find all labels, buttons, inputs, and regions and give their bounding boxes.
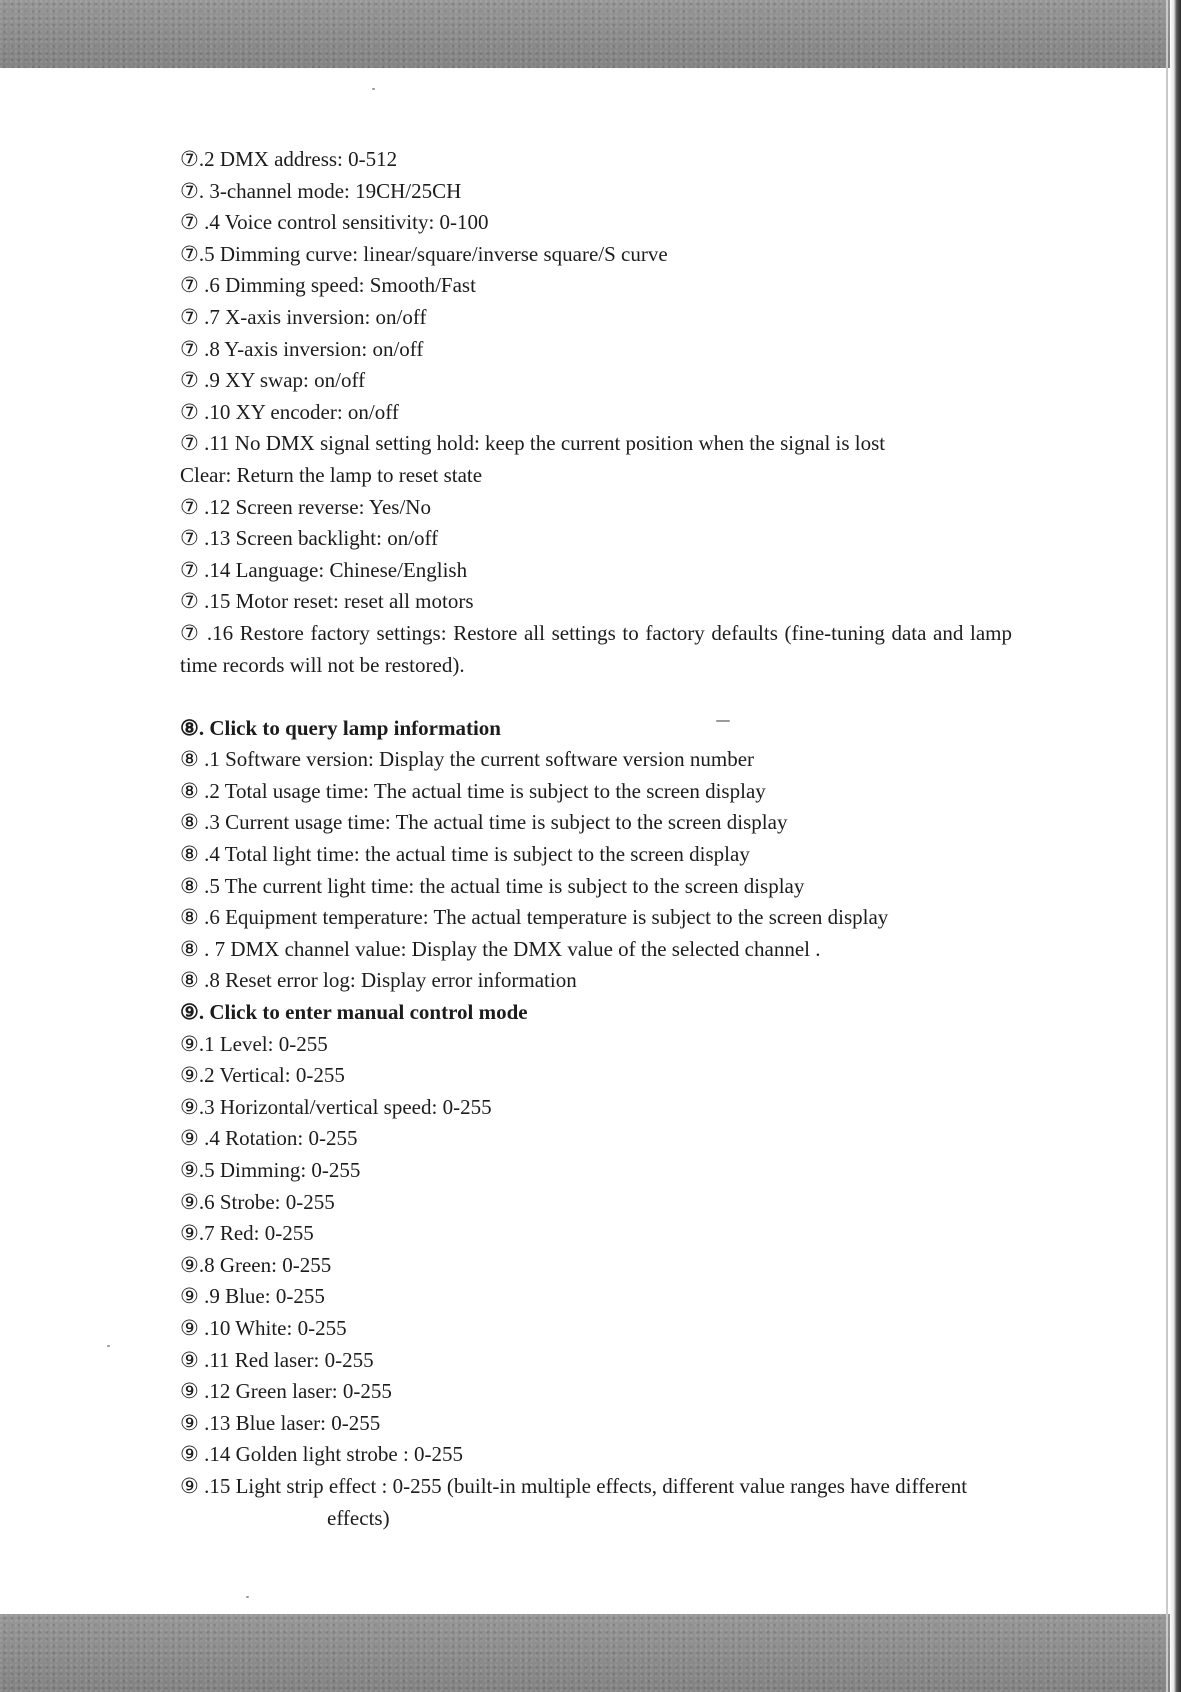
control-pan-tilt-speed: ⑨.3 Horizontal/vertical speed: 0-255 bbox=[180, 1094, 492, 1119]
control-golden-strobe: ⑨ .14 Golden light strobe : 0-255 bbox=[180, 1442, 464, 1467]
setting-dimming-curve: ⑦.5 Dimming curve: linear/square/inverse square/S curve bbox=[180, 241, 668, 266]
info-current-light-time: ⑧ .5 The current light time: the actual time is subject to the screen display bbox=[180, 873, 805, 898]
section-spacer bbox=[180, 681, 1012, 713]
scan-speck bbox=[107, 1345, 110, 1347]
setting-screen-backlight: ⑦ .13 Screen backlight: on/off bbox=[180, 526, 439, 551]
setting-dimming-speed: ⑦ .6 Dimming speed: Smooth/Fast bbox=[180, 273, 476, 298]
scan-speck bbox=[372, 88, 375, 90]
section-9-manual-control bbox=[180, 997, 1012, 1534]
setting-screen-reverse: ⑦ .12 Screen reverse: Yes/No bbox=[180, 494, 431, 519]
scan-edge-line bbox=[1166, 0, 1168, 1692]
info-total-usage-time: ⑧ .2 Total usage time: The actual time is subject to the screen display bbox=[180, 778, 766, 803]
control-red-laser: ⑨ .11 Red laser: 0-255 bbox=[180, 1347, 374, 1372]
setting-xy-encoder: ⑦ .10 XY encoder: on/off bbox=[180, 399, 399, 424]
control-vertical: ⑨.2 Vertical: 0-255 bbox=[180, 1063, 345, 1088]
control-dimming: ⑨.5 Dimming: 0-255 bbox=[180, 1158, 361, 1182]
info-equipment-temperature: ⑧ .6 Equipment temperature: The actual temperature is subject to the screen display bbox=[180, 905, 889, 930]
info-current-usage-time: ⑧ .3 Current usage time: The actual time is subject to the screen display bbox=[180, 810, 788, 835]
scan-border-bottom bbox=[0, 1614, 1181, 1692]
scan-speck bbox=[246, 1596, 249, 1598]
setting-xy-swap: ⑦ .9 XY swap: on/off bbox=[180, 368, 366, 393]
setting-no-dmx-hold: ⑦ .11 No DMX signal setting hold: keep the current position when the signal is lost bbox=[180, 431, 886, 456]
section-8-lamp-info bbox=[180, 713, 1012, 997]
control-strobe: ⑨.6 Strobe: 0-255 bbox=[180, 1189, 335, 1214]
control-green: ⑨.8 Green: 0-255 bbox=[180, 1252, 332, 1277]
control-blue: ⑨ .9 Blue: 0-255 bbox=[180, 1284, 325, 1309]
info-total-light-time: ⑧ .4 Total light time: the actual time is subject to the screen display bbox=[180, 842, 750, 867]
setting-no-dmx-clear: Clear: Return the lamp to reset state bbox=[180, 462, 483, 487]
setting-restore-factory: ⑦ .16 Restore factory settings: Restore all settings to factory defaults (fine-tuning data and lamp time records will not be restored). bbox=[180, 620, 1012, 677]
info-software-version: ⑧ .1 Software version: Display the current software version number bbox=[180, 747, 755, 772]
setting-dmx-address: ⑦.2 DMX address: 0-512 bbox=[180, 147, 398, 171]
control-light-strip-effect-continuation: effects) bbox=[327, 1505, 390, 1530]
scan-edge-right bbox=[1170, 0, 1181, 1692]
setting-channel-mode: ⑦. 3-channel mode: 19CH/25CH bbox=[180, 178, 462, 203]
control-green-laser: ⑨ .12 Green laser: 0-255 bbox=[180, 1379, 392, 1404]
section-8-heading: ⑧. Click to query lamp information bbox=[180, 715, 501, 740]
info-reset-error-log: ⑧ .8 Reset error log: Display error information bbox=[180, 968, 577, 993]
scan-border-top bbox=[0, 0, 1181, 68]
setting-y-axis-inversion: ⑦ .8 Y-axis inversion: on/off bbox=[180, 336, 424, 361]
control-level: ⑨.1 Level: 0-255 bbox=[180, 1031, 328, 1056]
setting-x-axis-inversion: ⑦ .7 X-axis inversion: on/off bbox=[180, 304, 427, 329]
info-dmx-channel-value: ⑧ . 7 DMX channel value: Display the DMX value of the selected channel . bbox=[180, 936, 821, 961]
control-red: ⑨.7 Red: 0-255 bbox=[180, 1221, 314, 1246]
control-white: ⑨ .10 White: 0-255 bbox=[180, 1315, 347, 1340]
section-9-heading: ⑨. Click to enter manual control mode bbox=[180, 1000, 528, 1025]
manual-page-content bbox=[180, 144, 1012, 1534]
setting-voice-sensitivity: ⑦ .4 Voice control sensitivity: 0-100 bbox=[180, 210, 489, 235]
control-rotation: ⑨ .4 Rotation: 0-255 bbox=[180, 1126, 358, 1151]
control-light-strip-effect: ⑨ .15 Light strip effect : 0-255 (built-in multiple effects, different value ranges have different bbox=[180, 1473, 968, 1498]
setting-motor-reset: ⑦ .15 Motor reset: reset all motors bbox=[180, 589, 474, 614]
setting-language: ⑦ .14 Language: Chinese/English bbox=[180, 557, 468, 582]
section-7-settings-list bbox=[180, 144, 1012, 681]
control-blue-laser: ⑨ .13 Blue laser: 0-255 bbox=[180, 1410, 381, 1435]
